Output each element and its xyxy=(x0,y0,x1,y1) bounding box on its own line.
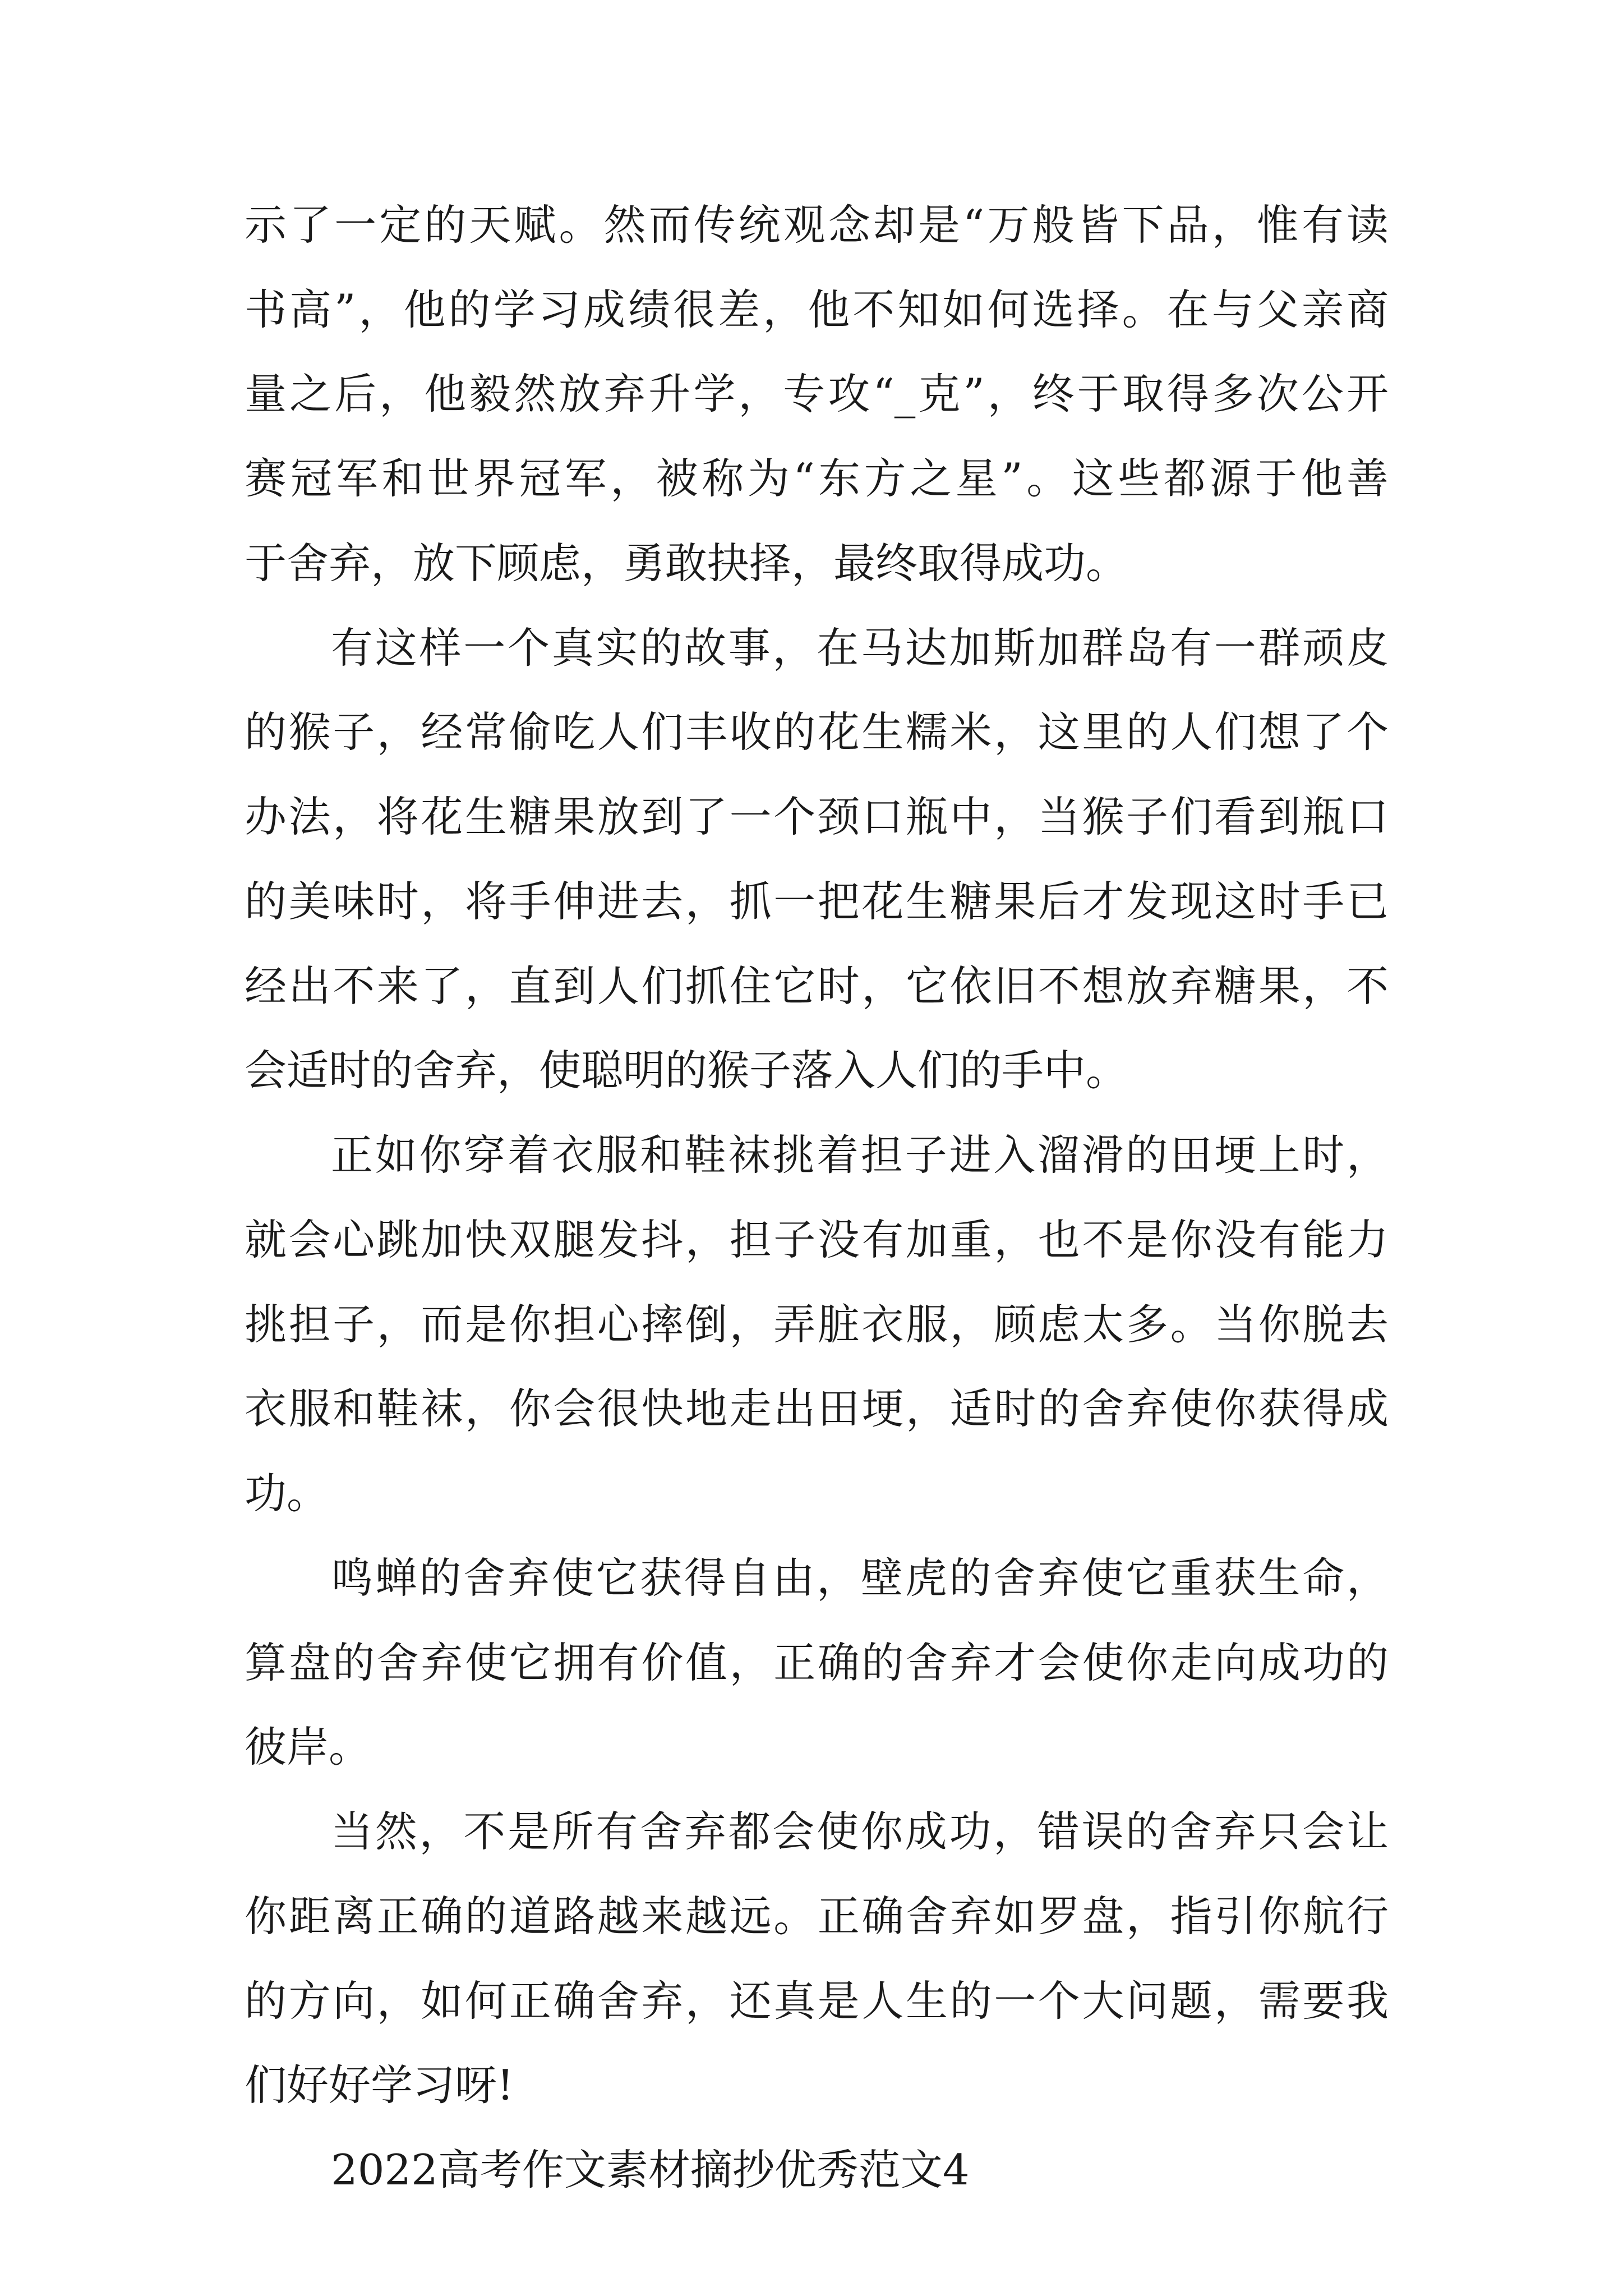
text-line: 赛冠军和世界冠军，被称为“东方之星”。这些都源于他善 xyxy=(245,454,1389,503)
text-line: 量之后，他毅然放弃升学，专攻“_克”，终于取得多次公开 xyxy=(245,369,1389,418)
text-line: 的猴子，经常偷吃人们丰收的花生糯米，这里的人们想了个 xyxy=(245,707,1389,757)
text-line: 们好好学习呀! xyxy=(245,2060,514,2110)
text-line: 算盘的舍弃使它拥有价值，正确的舍弃才会使你走向成功的 xyxy=(245,1638,1389,1687)
text-line: 书高”，他的学习成绩很差，他不知如何选择。在与父亲商 xyxy=(245,285,1389,334)
paragraph-first-line: 当然，不是所有舍弃都会使你成功，错误的舍弃只会让 xyxy=(331,1807,1389,1856)
text-line: 挑担子，而是你担心摔倒，弄脏衣服，顾虑太多。当你脱去 xyxy=(245,1300,1389,1349)
text-line: 就会心跳加快双腿发抖，担子没有加重，也不是你没有能力 xyxy=(245,1215,1389,1264)
text-line: 衣服和鞋袜，你会很快地走出田埂，适时的舍弃使你获得成 xyxy=(245,1384,1389,1433)
text-line: 办法，将花生糖果放到了一个颈口瓶中，当猴子们看到瓶口 xyxy=(245,792,1389,841)
section-heading: 2022高考作文素材摘抄优秀范文4 xyxy=(331,2145,970,2194)
text-line: 示了一定的天赋。然而传统观念却是“万般皆下品，惟有读 xyxy=(245,200,1389,250)
text-line: 的方向，如何正确舍弃，还真是人生的一个大问题，需要我 xyxy=(245,1976,1389,2026)
text-line: 经出不来了，直到人们抓住它时，它依旧不想放弃糖果，不 xyxy=(245,961,1389,1011)
paragraph-first-line: 有这样一个真实的故事，在马达加斯加群岛有一群顽皮 xyxy=(331,623,1389,673)
paragraph-first-line: 鸣蝉的舍弃使它获得自由，壁虎的舍弃使它重获生命， xyxy=(331,1553,1389,1603)
text-line: 会适时的舍弃，使聪明的猴子落入人们的手中。 xyxy=(245,1046,1128,1095)
text-line: 于舍弃，放下顾虑，勇敢抉择，最终取得成功。 xyxy=(245,539,1128,588)
paragraph-first-line: 正如你穿着衣服和鞋袜挑着担子进入溜滑的田埂上时， xyxy=(331,1130,1389,1180)
text-line: 功。 xyxy=(245,1469,329,1518)
text-line: 的美味时，将手伸进去，抓一把花生糖果后才发现这时手已 xyxy=(245,877,1389,926)
text-line: 彼岸。 xyxy=(245,1722,371,1772)
text-line: 你距离正确的道路越来越远。正确舍弃如罗盘，指引你航行 xyxy=(245,1892,1389,1941)
